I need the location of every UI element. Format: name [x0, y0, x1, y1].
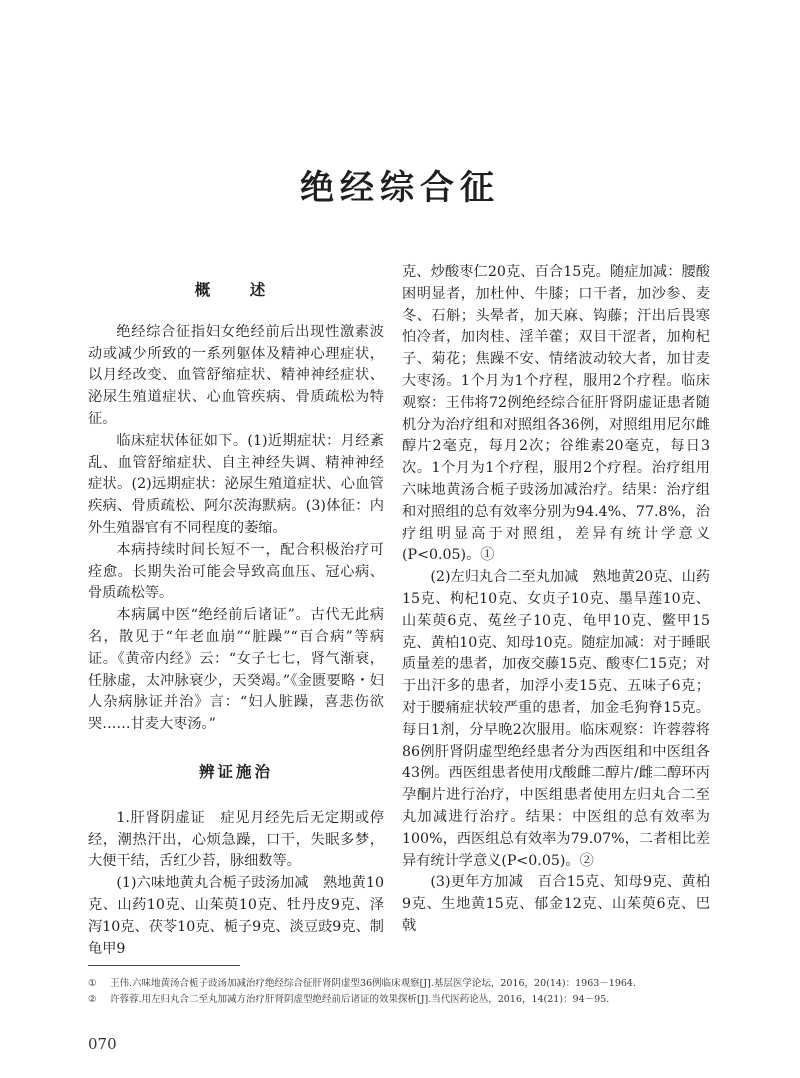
overview-paragraph: 临床症状体征如下。(1)近期症状：月经紊乱、血管舒缩症状、自主神经失调、精神神经症状。(2)远期症状：泌尿生殖道症状、心血管疾病、骨质疏松、阿尔茨海默病。(3)体征：内外生殖器官有不同程度的萎缩。 [88, 432, 384, 536]
footnote-mark: ② [88, 994, 97, 1005]
treatment-paragraph: (1)六味地黄丸合栀子豉汤加减 熟地黄10克、山药10克、山茱萸10克、牡丹皮9克、泽泻10克、茯苓10克、栀子9克、淡豆豉9克、制龟甲9 [88, 875, 384, 957]
footnote-text: 王伟.六味地黄汤合栀子豉汤加减治疗绝经综合征肝肾阴虚型36例临床观察[J].基层医学论坛，2016，20(14)：1963－1964. [110, 978, 636, 989]
overview-paragraph: 绝经综合征指妇女绝经前后出现性激素波动或减少所致的一系列躯体及精神心理症状，以月经改变、血管舒缩症状、精神神经症状、泌尿生殖道症状、心血管疾病、骨质疏松为特征。 [88, 323, 384, 427]
left-column [88, 262, 384, 960]
footnote [88, 976, 713, 992]
footnotes [88, 976, 713, 1008]
page-number: 070 [88, 1035, 117, 1053]
footnote [88, 992, 713, 1008]
treatment-heading: 辨证施治 [198, 762, 273, 781]
overview-paragraph: 本病持续时间长短不一，配合积极治疗可痊愈。长期失治可能会导致高血压、冠心病、骨质疏松等。 [88, 541, 384, 602]
footnote-divider [88, 965, 240, 966]
overview-paragraph: 本病属中医“绝经前后诸证”。古代无此病名，散见于“年老血崩”“脏躁”“百合病”等病证。《黄帝内经》云：“女子七七，肾气渐衰，任脉虚，太冲脉衰少，天癸竭。”《金匮要略・妇人杂病脉证并治》言：“妇人脏躁，喜悲伤欲哭……甘麦大枣汤。” [88, 607, 384, 733]
body-paragraph: (3)更年方加减 百合15克、知母9克、黄柏9克、生地黄15克、郁金12克、山茱萸6克、巴戟 [402, 874, 710, 934]
footnote-text: 许蓉蓉.用左归丸合二至丸加减方治疗肝肾阴虚型绝经前后诸证的效果探析[J].当代医药论丛，2016，14(21)：94－95. [110, 994, 610, 1005]
right-column [402, 262, 710, 938]
chapter-title: 绝经综合征 [300, 168, 500, 208]
treatment-paragraph: 1.肝肾阴虚证 症见月经先后无定期或停经，潮热汗出，心烦急躁，口干，失眠多梦，大便干结，舌红少苔，脉细数等。 [88, 809, 384, 870]
overview-heading: 概 述 [194, 281, 278, 299]
body-paragraph: (2)左归丸合二至丸加减 熟地黄20克、山药15克、枸杞10克、女贞子10克、墨旱莲10克、山茱萸6克、菟丝子10克、龟甲10克、鳖甲15克、黄柏10克、知母10克。随症加减：对于睡眠质量差的患者，加夜交藤15克、酸枣仁15克；对于出汗多的患者，加浮小麦15克、五味子6克；对于腰痛症状较严重的患者，加金毛狗脊15克。每日1剂，分早晚2次服用。临床观察：许蓉蓉将86例肝肾阴虚型绝经患者分为西医组和中医组各43例。西医组患者使用戊酸雌二醇片/雌二醇环丙孕酮片进行治疗，中医组患者使用左归丸合二至丸加减进行治疗。结果：中医组的总有效率为100%，西医组总有效率为79.07%，二者相比差异有统计学意义(P<0.05)。② [402, 569, 710, 869]
body-paragraph: 克、炒酸枣仁20克、百合15克。随症加减：腰酸困明显者，加杜仲、牛膝；口干者，加沙参、麦冬、石斛；头晕者，加天麻、钩藤；汗出后畏寒怕冷者，加肉桂、淫羊藿；双目干涩者，加枸杞子、菊花；焦躁不安、情绪波动较大者，加甘麦大枣汤。1个月为1个疗程，服用2个疗程。临床观察：王伟将72例绝经综合征肝肾阴虚证患者随机分为治疗组和对照组各36例，对照组用尼尔雌醇片2毫克，每月2次；谷维素20毫克，每日3次。1个月为1个疗程，服用2个疗程。治疗组用六味地黄汤合栀子豉汤加减治疗。结果：治疗组和对照组的总有效率分别为94.4%、77.8%，治疗组明显高于对照组，差异有统计学意义(P<0.05)。① [402, 264, 710, 564]
footnote-mark: ① [88, 978, 97, 989]
